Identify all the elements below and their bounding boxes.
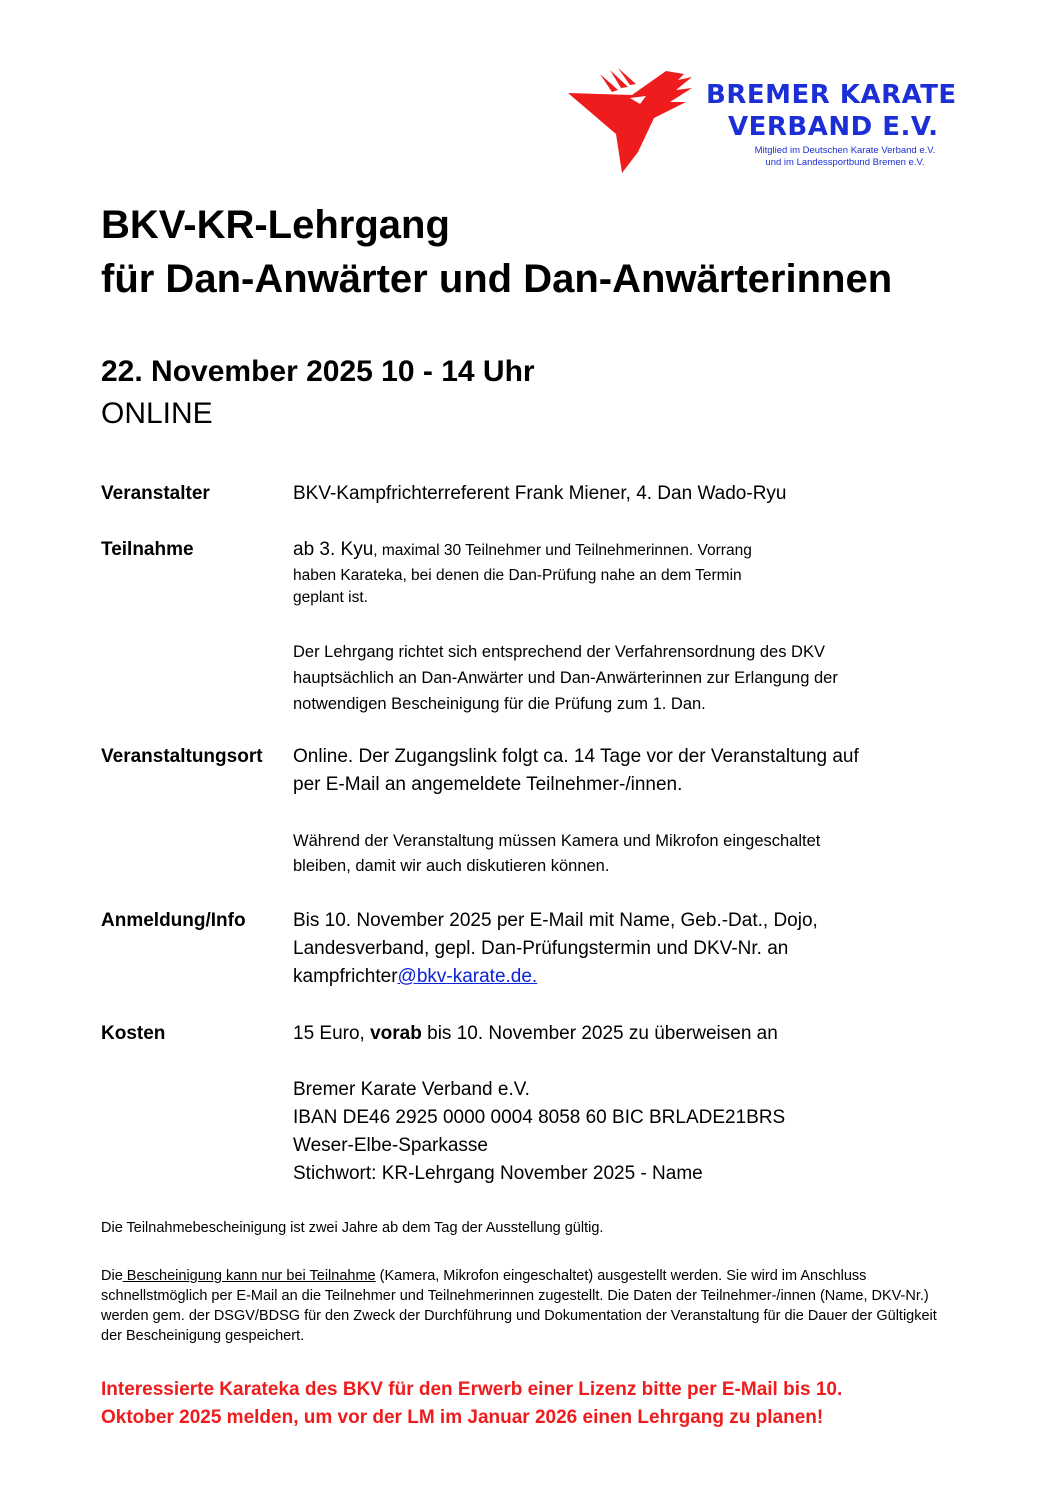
- bank-line1: Bremer Karate Verband e.V.: [293, 1079, 530, 1100]
- bank-line4: Stichwort: KR-Lehrgang November 2025 - Name: [293, 1163, 703, 1184]
- kosten-line1: [293, 1020, 778, 1048]
- anmeldung-label: Anmeldung/Info: [101, 910, 246, 931]
- logo-subtitle-line2: und im Landessportbund Bremen e.V.: [765, 157, 925, 168]
- email-user: kampfrichter: [293, 966, 398, 987]
- privacy-note-start: Die: [101, 1268, 123, 1284]
- privacy-note: [101, 1266, 951, 1346]
- kosten-rest: bis 10. November 2025 zu überweisen an: [421, 1023, 778, 1044]
- ort-para2-line1: Während der Veranstaltung müssen Kamera und Mikrofon eingeschaltet: [293, 832, 821, 850]
- veranstalter-value: BKV-Kampfrichterreferent Frank Miener, 4. Dan Wado-Ryu: [293, 483, 787, 504]
- teilnahme-line2: haben Karateka, bei denen die Dan-Prüfung nahe an dem Termin: [293, 567, 742, 584]
- email-link[interactable]: @bkv-karate.de.: [397, 966, 538, 987]
- anmeldung-email: [293, 963, 537, 991]
- logo-title-line2: VERBAND E.V.: [728, 112, 939, 142]
- ort-line1: Online. Der Zugangslink folgt ca. 14 Tage vor der Veranstaltung auf: [293, 746, 859, 767]
- bkv-logo-bird-icon: [566, 68, 701, 178]
- anmeldung-line1: Bis 10. November 2025 per E-Mail mit Name, Geb.-Dat., Dojo,: [293, 910, 818, 931]
- bank-line3: Weser-Elbe-Sparkasse: [293, 1135, 489, 1156]
- page-title-line1: BKV-KR-Lehrgang: [101, 203, 450, 247]
- ort-para2-line2: bleiben, damit wir auch diskutieren können.: [293, 857, 610, 875]
- veranstalter-label: Veranstalter: [101, 483, 210, 504]
- license-notice-line1: Interessierte Karateka des BKV für den Erwerb einer Lizenz bitte per E-Mail bis 10.: [101, 1379, 843, 1400]
- teilnahme-label: Teilnahme: [101, 539, 194, 560]
- event-date: 22. November 2025 10 - 14 Uhr: [101, 355, 535, 388]
- kosten-label: Kosten: [101, 1023, 166, 1044]
- teilnahme-kyu: ab 3. Kyu: [293, 539, 374, 560]
- validity-note: Die Teilnahmebescheinigung ist zwei Jahre ab dem Tag der Ausstellung gültig.: [101, 1220, 604, 1236]
- logo-title-line1: BREMER KARATE: [706, 80, 957, 110]
- anmeldung-line2: Landesverband, gepl. Dan-Prüfungstermin und DKV-Nr. an: [293, 938, 789, 959]
- teilnahme-para2-line3: notwendigen Bescheinigung für die Prüfung zum 1. Dan.: [293, 695, 706, 713]
- page-title-line2: für Dan-Anwärter und Dan-Anwärterinnen: [101, 257, 893, 301]
- kosten-amount: 15 Euro,: [293, 1023, 371, 1044]
- teilnahme-line3: geplant ist.: [293, 589, 368, 606]
- kosten-vorab: vorab: [370, 1023, 422, 1044]
- ort-line2: per E-Mail an angemeldete Teilnehmer-/innen.: [293, 774, 683, 795]
- privacy-note-underlined: Bescheinigung kann nur bei Teilnahme: [122, 1268, 376, 1284]
- teilnahme-line1-rest: , maximal 30 Teilnehmer und Teilnehmerinnen. Vorrang: [373, 542, 752, 559]
- event-mode: ONLINE: [101, 397, 213, 430]
- bank-line2: IBAN DE46 2925 0000 0004 8058 60 BIC BRLADE21BRS: [293, 1107, 786, 1128]
- logo-subtitle-line1: Mitglied im Deutschen Karate Verband e.V.: [754, 145, 936, 156]
- teilnahme-line1: [293, 536, 752, 565]
- teilnahme-para2-line1: Der Lehrgang richtet sich entsprechend der Verfahrensordnung des DKV: [293, 643, 825, 661]
- privacy-note-rest: (Kamera, Mikrofon eingeschaltet) ausgestellt werden. Sie wird im Anschluss schnellstmöglich per E-Mail an die Teilnehmer und Teilnehmerinnen zugestellt. Die Daten der Teilnehmer-/innen (Name, DKV-Nr.) werden gem. der DSGV/BDSG für den Zweck der Durchführung und Dokumentation der Veranstaltung für die Dauer der Gültigkeit der Bescheinigung gespeichert.: [101, 1268, 937, 1344]
- teilnahme-para2-line2: hauptsächlich an Dan-Anwärter und Dan-Anwärterinnen zur Erlangung der: [293, 669, 838, 687]
- license-notice-line2: Oktober 2025 melden, um vor der LM im Januar 2026 einen Lehrgang zu planen!: [101, 1407, 824, 1428]
- ort-label: Veranstaltungsort: [101, 746, 263, 767]
